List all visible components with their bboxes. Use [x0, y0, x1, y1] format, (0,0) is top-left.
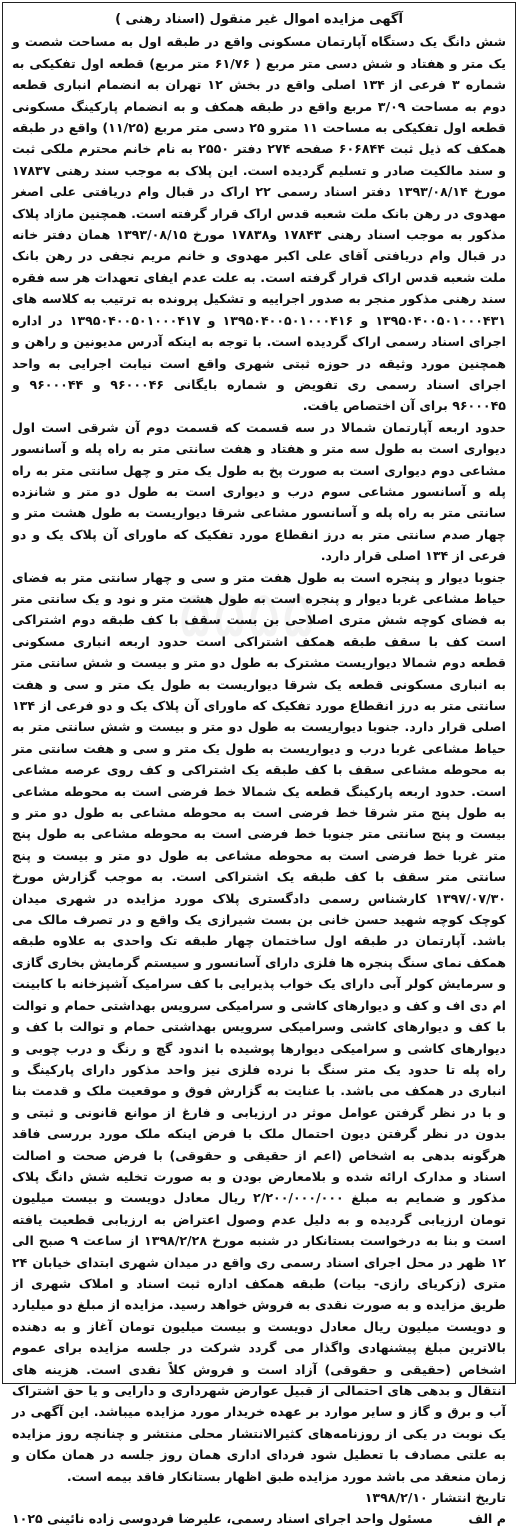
watermark: ۵۵۵۵	[178, 578, 316, 652]
footer-code: م الف	[468, 1511, 506, 1527]
notice-footer	[12, 1508, 506, 1529]
publish-date: تاریخ انتشار ۱۳۹۸/۲/۱۰	[364, 1490, 506, 1506]
notice-frame	[2, 2, 516, 1527]
notice-paragraph-2: حدود اربعه آپارتمان شمالا در سه قسمت که قسمت دوم آن شرقی است اول دیواری است به طول سه متر و هفتاد و هفت سانتی متر به راه پله و آسانسور مشاعی دوم دیواری است به صورت پخ به طول یک متر و چهل سانتی متر به راه پله و آسانسور مشاعی سوم درب و دیواری است به طول دو متر و شانزده سانتی متر به راه پله و آسانسور مشاعی شرقا دیواریست به طول هشت متر و چهار صدم سانتی متر به درز انقطاع مورد تفکیک که ماورای آن پلاک یک و دو فرعی از ۱۳۴ اصلی قرار دارد.	[12, 419, 506, 564]
notice-body	[3, 3, 515, 1534]
notice-paragraph-1: شش دانگ یک دستگاه آپارتمان مسکونی واقع در طبقه اول به مساحت شصت و یک متر و هفتاد و شش دسی متر مربع ( ۶۱/۷۶ متر مربع) قطعه اول تفکیکی به شماره ۳ فرعی از ۱۳۴ اصلی واقع در بخش ۱۲ تهران به انضمام انباری قطعه دوم به مساحت ۳/۰۹ مربع واقع در طبقه همکف و به انضمام پارکینگ مسکونی قطعه اول تفکیکی به مساحت ۱۱ مترو ۲۵ دسی متر مربع (۱۱/۲۵) واقع در طبقه همکف که ذیل ثبت ۶۰۶۸۴۴ صفحه ۲۷۴ دفتر ۲۵۵۰ به نام خانم محترم ملکی ثبت و سند مالکیت صادر و تسلیم گردیده است. این پلاک به موجب سند رهنی ۱۷۸۳۷ مورخ ۱۳۹۳/۰۸/۱۴ دفتر اسناد رسمی ۲۲ اراک در قبال وام دریافتی علی اصغر مهدوی در رهن بانک ملت شعبه قدس اراک قرار گرفته است. همچنین مازاد پلاک مذکور به موجب اسناد رهنی ۱۷۸۴۳ و۱۷۸۳۸ مورخ ۱۳۹۳/۰۸/۱۵ همان دفتر خانه در قبال وام دریافتی آقای علی اکبر مهدوی و خانم مریم نجفی در رهن بانک ملت شعبه قدس اراک قرار گرفته است. به علت عدم ایفای تعهدات هر سه فقره سند رهنی مذکور منجر به صدور اجراییه و تشکیل پرونده به ترتیب به کلاسه های ۱۳۹۵۰۴۰۰۵۰۱۰۰۰۴۳۱ و ۱۳۹۵۰۴۰۰۵۰۱۰۰۰۴۱۶ و ۱۳۹۵۰۴۰۰۵۰۱۰۰۰۴۱۷ در اداره اجرای اسناد رسمی اراک گردیده است. با توجه به اینکه آدرس مدیونین و راهن و همچنین مورد وثیقه در حوزه ثبتی شهری واقع است نیابت اجرایی به واحد اجرای اسناد رسمی ری تفویض و شماره بایگانی ۹۶۰۰۰۴۶ و ۹۶۰۰۰۴۴ و ۹۶۰۰۰۴۵ برای آن اختصاص یافت.	[12, 34, 507, 414]
notice-title: آگهی مزایده اموال غیر منقول (اسناد رهنی )	[115, 12, 403, 27]
notice-paragraph-3: جنوبا دیوار و پنجره است به طول هفت متر و سی و چهار سانتی متر به فضای حیاط مشاعی غربا دیوار و پنجره است به طول هشت متر و نود و یک سانتی متر به فضای کوچه شش متری اصلاحی بن بست سقف با کف طبقه دوم اشتراکی است کف با سقف طبقه همکف اشتراکی است حدود اربعه انباری مسکونی قطعه دوم شمالا دیواریست مشترک به طول دو متر و بیست و شش سانتی متر به انباری مسکونی قطعه یک شرقا دیواریست به طول یک متر و سی و هفت سانتی متر به درز انقطاع مورد تفکیک که ماورای آن پلاک یک و دو فرعی از ۱۳۴ اصلی قرار دارد. جنوبا دیواریست به طول دو متر و بیست و شش سانتی متر به حیاط مشاعی غربا درب و دیواریست به طول یک متر و سی و هفت سانتی متر به محوطه مشاعی سقف با کف طبقه یک اشتراکی و کف روی عرصه مشاعی است. حدود اربعه پارکینگ قطعه یک شمالا خط فرضی است به محوطه مشاعی به طول پنج متر شرقا خط فرضی است به محوطه مشاعی به طول دو متر و بیست و پنج سانتی متر جنوبا خط فرضی است به محوطه مشاعی به طول پنج متر غربا خط فرضی است به محوطه مشاعی به طول دو متر و بیست و پنج سانتی متر سقف با کف طبقه یک اشتراکی است. به موجب گزارش مورخ ۱۳۹۷/۰۷/۳۰ کارشناس رسمی دادگستری پلاک مورد مزایده در شهری میدان کوچک کوچه شهید حسن خانی بن بست شیرازی یک واقع و در تصرف مالک می باشد. آپارتمان در طبقه اول ساختمان چهار طبقه تک واحدی به علاوه طبقه همکف نمای سنگ پنجره ها فلزی دارای آسانسور و سیستم گرمایش بخاری گازی و سرمایش کولر آبی دارای یک خواب پذیرایی با کف سرامیک آشپزخانه با کابینت ام دی اف و کف و دیوارهای کاشی و سرامیکی سرویس بهداشتی حمام و توالت با کف و دیوارهای کاشی وسرامیکی سرویس بهداشتی حمام و توالت با کف و دیوارهای کاشی و سرامیکی دیوارها پوشیده با اندود گچ و رنگ و درب چوبی و راه پله تا حدود یک متر سنگ با نرده فلزی نیز واحد مذکور دارای پارکینگ و انباری در همکف می باشد. با عنایت به گزارش فوق و موقعیت ملک و قدمت بنا و با در نظر گرفتن عوامل موثر در ارزیابی و فارغ از موانع قانونی و ثبتی و بدون در نظر گرفتن دیون احتمال ملک با فرض اینکه ملک مورد بررسی فاقد هرگونه بدهی به اشخاص (اعم از حقیقی و حقوقی) با فرض صحت و اصالت اسناد و مدارک ارائه شده و بلامعارض بودن و به صورت تخلیه شش دانگ پلاک مذکور و ضمایم به مبلغ ۲/۲۰۰/۰۰۰/۰۰۰ ریال معادل دویست و بیست میلیون تومان ارزیابی گردیده و به دلیل عدم وصول اعتراض به ارزیابی قطعیت یافته است و بنا به درخواست بستانکار در شنبه مورخ ۱۳۹۸/۲/۲۸ از ساعت ۹ صبح الی ۱۲ ظهر در محل اجرای اسناد رسمی ری واقع در میدان شهری ابتدای خیابان ۲۴ متری (زکریای رازی- بیات) طبقه همکف اداره ثبت اسناد و املاک شهری از طریق مزایده و به صورت نقدی به فروش خواهد رسید. مزایده از مبلغ دو میلیارد و دویست میلیون ریال معادل دویست و بیست میلیون تومان آغاز و به دهنده بالاترین مبلغ پیشنهادی واگذار می گردد شرکت در جلسه مزایده برای عموم اشخاص (حقیقی و حقوقی) آزاد است و فروش کلاً نقدی است. هزینه های انتقال و بدهی های احتمالی از قبیل عوارض شهرداری و دارایی و یا حق اشتراک آب و برق و گاز و سایر موارد بر عهده خریدار مورد مزایده میباشد. این آگهی در یک نوبت در یکی از روزنامه‌های کثیرالانتشار محلی منتشر و چنانچه روز مزایده به علتی مصادف با تعطیل شود فردای اداری همان روز جلسه در همان مکان و زمان منعقد می باشد مورد مزایده طبق اظهار بستانکار فاقد بیمه است.	[12, 569, 506, 1484]
footer-signature: مسئول واحد اجرای اسناد رسمی، علیرضا فردوسی زاده نائینی ۱۰۲۵	[12, 1511, 433, 1527]
